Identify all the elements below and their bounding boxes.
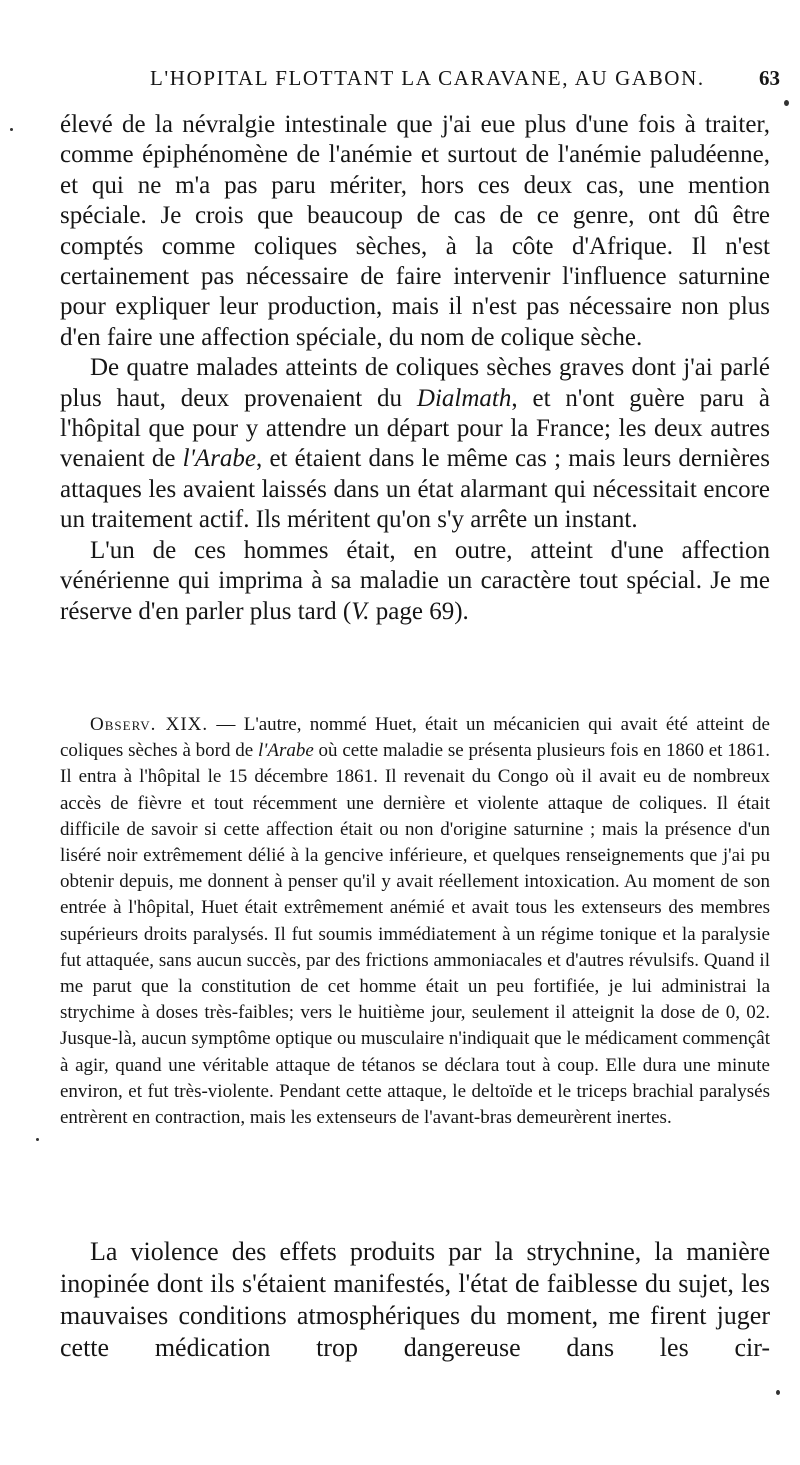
cross-reference: V. <box>351 597 370 625</box>
running-head: L'HOPITAL FLOTTANT LA CARAVANE, AU GABON. <box>150 66 705 90</box>
observation-text: Observ. XIX. — L'autre, nommé Huet, était un mécanicien qui avait été atteint de coliques sèches à bord de l'Arabe où cette maladie se présenta plusieurs fois en 1860 et 1861. Il entra à l'hôpital le 15 décembre 1861. Il revenait du Congo où il avait eu de nombreux accès de fièvre et tout récemment une dernière et violente attaque de coliques. Il était difficile de savoir si cette affection était ou non d'origine saturnine ; mais la présence d'un liséré noir extrêmement délié à la gencive inférieure, et quelques renseignements que j'ai pu obtenir depuis, me donnent à penser qu'il y avait réellement intoxication. Au moment de son entrée à l'hôpital, Huet était extrêmement anémié et avait tous les extenseurs des membres supérieurs droits paralysés. Il fut soumis immédiatement à un régime tonique et la paralysie fut attaquée, sans aucun succès, par des frictions ammoniacales et d'autres révulsifs. Quand il me parut que la constitution de cet homme était un peu fortifiée, je lui administrai la strychime à doses très-faibles; vers le huitième jour, seulement il atteignit la dose de 0, 02. Jusque-là, aucun symptôme optique ou musculaire n'indiquait que le médicament commençât à agir, quand une véritable attaque de tétanos se déclara tout à coup. Elle dura une minute environ, et fut très-violente. Pendant cette attaque, le deltoïde et le triceps brachial paralysés entrèrent en contraction, mais les extenseurs de l'avant-bras demeurèrent inertes. <box>60 714 770 1129</box>
paragraph-strychnine: La violence des effets produits par la strychnine, la manière inopinée dont ils s'étaient manifestés, l'état de faiblesse du sujet, les mauvaises conditions atmosphériques du moment, me firent juger cette médication trop dangereuse dans les cir- <box>60 1237 770 1362</box>
margin-speck <box>10 128 13 131</box>
observation-label: Observ. XIX. <box>90 714 209 735</box>
ship-name: l'Arabe <box>182 445 257 473</box>
margin-speck <box>36 1138 39 1141</box>
paragraph-continuation: élevé de la névralgie intestinale que j'ai eue plus d'une fois à traiter, comme épiphénomène de l'anémie et surtout de l'anémie paludéenne, et qui ne m'a pas paru mériter, hors ces deux cas, une mention spéciale. Je crois que beaucoup de cas de ce genre, ont dû être comptés comme coliques sèches, à la côte d'Afrique. Il n'est certainement pas nécessaire de faire intervenir l'influence saturnine pour expliquer leur production, mais il n'est pas nécessaire non plus d'en faire une affection spéciale, du nom de colique sèche. <box>60 111 770 351</box>
page-header <box>140 66 780 96</box>
margin-speck <box>784 100 789 106</box>
closing-text <box>60 1236 770 1364</box>
observation-note <box>60 712 770 1131</box>
ship-name: Dialmath <box>416 384 512 412</box>
main-text <box>60 110 770 627</box>
margin-speck <box>776 1390 780 1395</box>
page-number: 63 <box>759 66 780 90</box>
paragraph-venereal: L'un de ces hommes était, en outre, atteint d'une affection vénérienne qui imprima à sa maladie un caractère tout spécial. Je me réserve d'en parler plus tard (V. page 69). <box>60 536 770 625</box>
paragraph-four-patients: De quatre malades atteints de coliques sèches graves dont j'ai parlé plus haut, deux provenaient du Dialmath, et n'ont guère paru à l'hôpital que pour y attendre un départ pour la France; les deux autres venaient de l'Arabe, et étaient dans le même cas ; mais leurs dernières attaques les avaient laissés dans un état alarmant qui nécessitait encore un traitement actif. Ils méritent qu'on s'y arrête un instant. <box>60 354 770 534</box>
ship-name: l'Arabe <box>258 740 314 762</box>
